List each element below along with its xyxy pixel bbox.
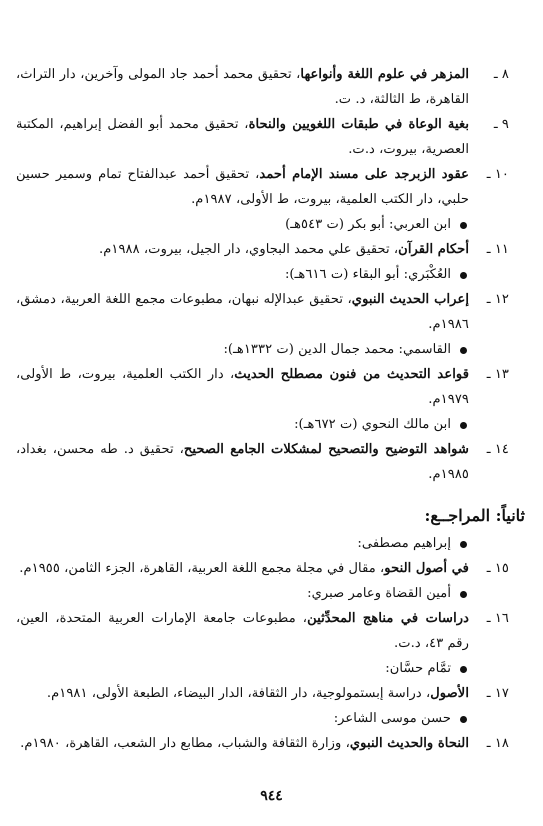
entry-details: ، تحقيق محمد أحمد جاد المولى وآخرين، دار التراث، القاهرة، ط الثالثة، د. ت. — [16, 67, 469, 107]
page-number: ٩٤٤ — [260, 788, 283, 804]
bibliography-entry-15 — [16, 556, 527, 581]
entry-details: ، مطبوعات جامعة الإمارات العربية المتحدة، العين، رقم ٤٣، د.ت. — [16, 611, 469, 651]
entry-number: ١٠ ـ — [486, 167, 509, 182]
entry-details: ، تحقيق عبدالإله نبهان، مطبوعات مجمع اللغة العربية، دمشق، ١٩٨٦م. — [16, 292, 469, 332]
entry-title: المزهر في علوم اللغة وأنواعها — [300, 67, 469, 82]
entry-details: ، تحقيق أحمد عبدالفتاح تمام وسمير حسين حلبي، دار الكتب العلمية، بيروت، ط الأولى، ١٩٨٧م. — [16, 167, 469, 207]
entry-title: النحاة والحديث النبوي — [349, 736, 469, 751]
bibliography-entry-8 — [16, 62, 527, 112]
entry-title: بغية الوعاة في طبقات اللغويين والنحاة — [248, 117, 469, 132]
bibliography-entry-9 — [16, 112, 527, 162]
bibliography-entry-10 — [16, 162, 527, 212]
bibliography-entry-17 — [16, 681, 527, 706]
entry-title: أحكام القرآن — [398, 242, 469, 257]
entry-details: ، دار الكتب العلمية، بيروت، ط الأولى، ١٩٧٩م. — [16, 367, 469, 407]
author-heading-hassan: تمَّام حسَّان: — [16, 656, 527, 681]
entry-details: ، تحقيق د. طه محسن، بغداد، ١٩٨٥م. — [16, 442, 469, 482]
entry-title: عقود الزبرجد على مسند الإمام أحمد — [259, 167, 469, 182]
entry-number: ٨ ـ — [493, 67, 509, 82]
entry-details: ، مقال في مجلة مجمع اللغة العربية، القاهرة، الجزء الثامن، ١٩٥٥م. — [19, 561, 385, 576]
entry-title: دراسات في مناهج المحدِّثين — [307, 611, 469, 626]
entry-title: إعراب الحديث النبوي — [351, 292, 469, 307]
author-heading-ibn-malik: ابن مالك النحوي (ت ٦٧٢هـ): — [16, 412, 527, 437]
author-heading-mustafa: إبراهيم مصطفى: — [16, 531, 527, 556]
bibliography-entry-18 — [16, 731, 527, 756]
entry-details: ، وزارة الثقافة والشباب، مطابع دار الشعب، القاهرة، ١٩٨٠م. — [20, 736, 350, 751]
entry-details: ، دراسة إبستمولوجية، دار الثقافة، الدار البيضاء، الطبعة الأولى، ١٩٨١م. — [46, 686, 431, 701]
section-heading-references: ثانياً: المراجــع: — [424, 506, 525, 525]
bibliography-list — [16, 62, 527, 756]
bibliography-entry-12 — [16, 287, 527, 337]
entry-number: ١٤ ـ — [486, 442, 509, 457]
author-heading-shaer: حسن موسى الشاعر: — [16, 706, 527, 731]
entry-title: قواعد التحديث من فنون مصطلح الحديث — [234, 367, 469, 382]
entry-number: ١٦ ـ — [486, 611, 509, 626]
author-heading-ibn-arabi: ابن العربي: أبو بكر (ت ٥٤٣هـ) — [16, 212, 527, 237]
entry-number: ١٧ ـ — [486, 686, 509, 701]
entry-number: ٩ ـ — [493, 117, 509, 132]
bibliography-entry-13 — [16, 362, 527, 412]
entry-number: ١٣ ـ — [486, 367, 509, 382]
bibliography-entry-14 — [16, 437, 527, 487]
entry-title: في أصول النحو — [384, 561, 469, 576]
entry-title: شواهد التوضيح والتصحيح لمشكلات الجامع الصحيح — [183, 442, 470, 457]
author-heading-qudat: أمين القضاة وعامر صبري: — [16, 581, 527, 606]
entry-title: الأصول — [430, 686, 469, 701]
author-heading-ukbari: العُكْبَري: أبو البقاء (ت ٦١٦هـ): — [16, 262, 527, 287]
author-heading-qasimi: القاسمي: محمد جمال الدين (ت ١٣٣٢هـ): — [16, 337, 527, 362]
bibliography-entry-11 — [16, 237, 527, 262]
entry-details: ، تحقيق محمد أبو الفضل إبراهيم، المكتبة العصرية، بيروت، د.ت. — [16, 117, 469, 157]
entry-number: ١٢ ـ — [486, 292, 509, 307]
entry-number: ١٥ ـ — [486, 561, 509, 576]
entry-number: ١٨ ـ — [486, 736, 509, 751]
entry-details: ، تحقيق علي محمد البجاوي، دار الجيل، بيروت، ١٩٨٨م. — [99, 242, 399, 257]
bibliography-entry-16 — [16, 606, 527, 656]
entry-number: ١١ ـ — [486, 242, 509, 257]
